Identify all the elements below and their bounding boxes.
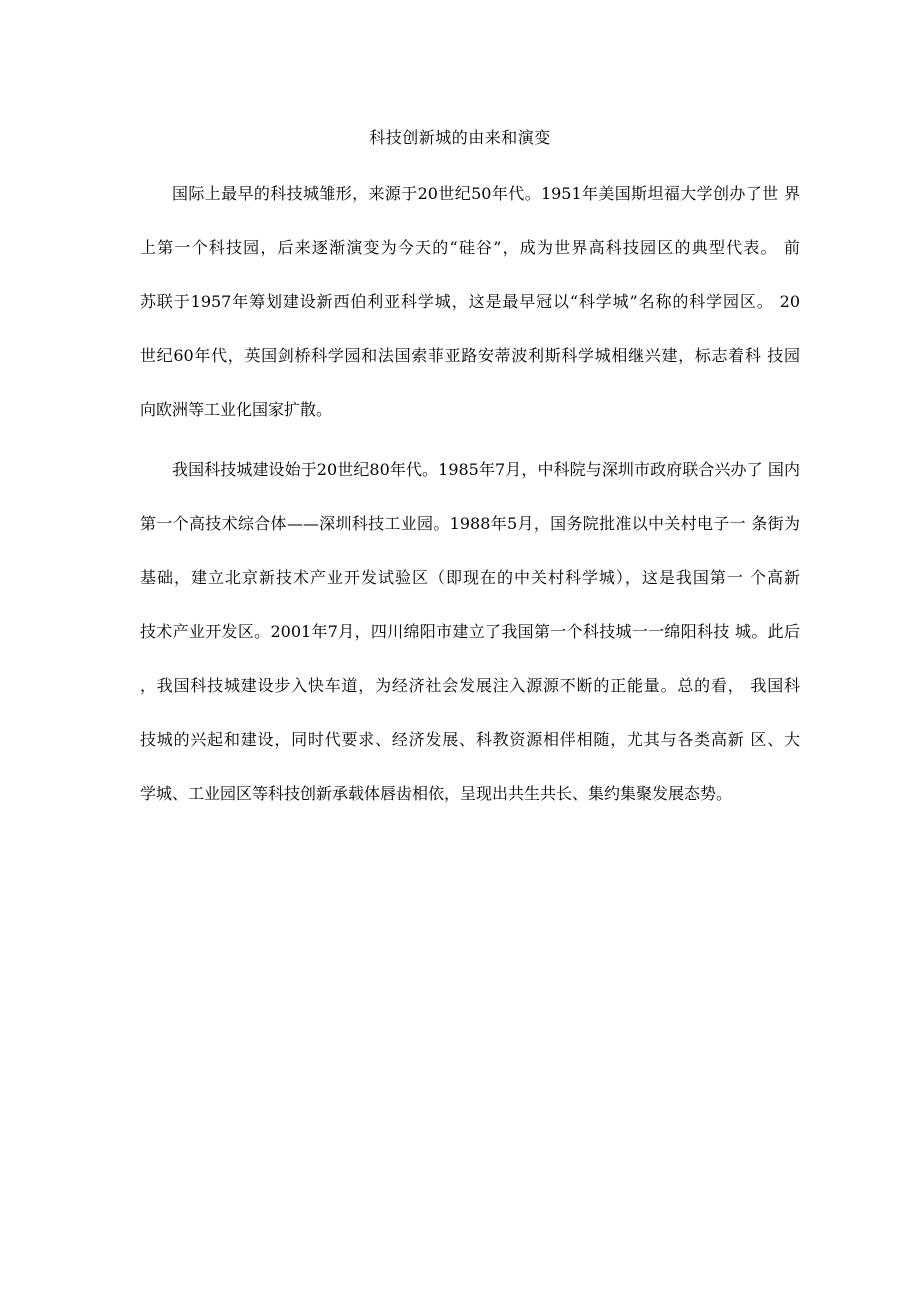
paragraph-line: 第一个高技术综合体——深圳科技工业园。1988年5月，国务院批准以中关村电子一 条街为 [140,514,800,533]
paragraph-line: 技城的兴起和建设，同时代要求、经济发展、科教资源相伴相随，尤其与各类高新 区、大 [140,730,800,749]
paragraph-line: 国际上最早的科技城雏形，来源于20世纪50年代。1951年美国斯坦福大学创办了世 界 [172,184,800,203]
paragraph-line: 我国科技城建设始于20世纪80年代。1985年7月，中科院与深圳市政府联合兴办了 国内 [172,460,800,479]
paragraph-line: 上第一个科技园，后来逐渐演变为今天的“硅谷”，成为世界高科技园区的典型代表。 前 [140,238,800,257]
paragraph-line: ，我国科技城建设步入快车道，为经济社会发展注入源源不断的正能量。总的看， 我国科 [140,676,800,695]
paragraph-line: 学城、工业园区等科技创新承载体唇齿相依，呈现出共生共长、集约集聚发展态势。 [140,784,733,803]
document-title: 科技创新城的由来和演变 [369,128,551,147]
paragraph-line: 向欧洲等工业化国家扩散。 [140,400,333,419]
paragraph-1 [140,182,800,452]
paragraph-line: 世纪60年代，英国剑桥科学园和法国索菲亚路安蒂波利斯科学城相继兴建，标志着科 技园 [140,346,800,365]
paragraph-line: 基础，建立北京新技术产业开发试验区（即现在的中关村科学城），这是我国第一 个高新 [140,568,800,587]
paragraph-line: 苏联于1957年筹划建设新西伯利亚科学城，这是最早冠以“科学城”名称的科学园区。 20 [140,292,800,311]
paragraph-2 [140,458,800,836]
paragraph-line: 技术产业开发区。2001年7月，四川绵阳市建立了我国第一个科技城一一绵阳科技 城。此后 [140,622,800,641]
